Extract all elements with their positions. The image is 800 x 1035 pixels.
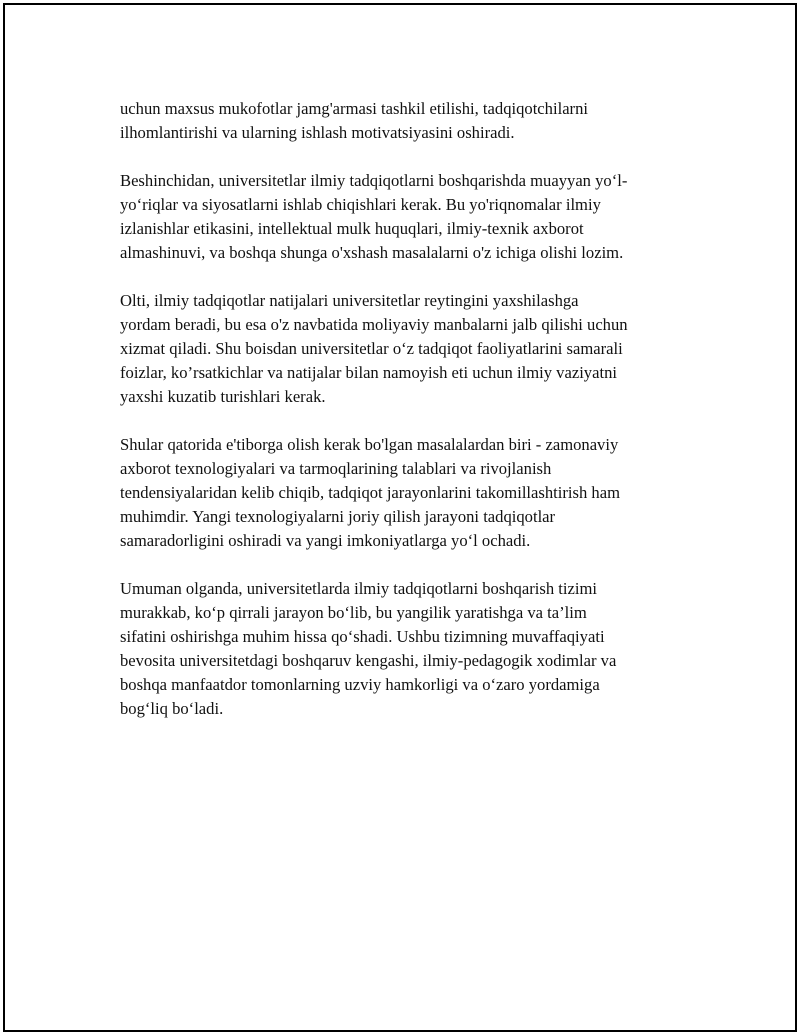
text-line: samaradorligini oshiradi va yangi imkoniyatlarga yo‘l ochadi. — [120, 531, 531, 550]
text-line: bevosita universitetdagi boshqaruv kengashi, ilmiy-pedagogik xodimlar va — [120, 651, 617, 670]
document-body — [120, 97, 686, 745]
text-line: Olti, ilmiy tadqiqotlar natijalari universitetlar reytingini yaxshilashga — [120, 291, 579, 310]
text-line: ilhomlantirishi va ularning ishlash motivatsiyasini oshiradi. — [120, 123, 515, 142]
paragraph-4 — [120, 433, 686, 553]
text-line: Umuman olganda, universitetlarda ilmiy tadqiqotlarni boshqarish tizimi — [120, 579, 597, 598]
text-line: almashinuvi, va boshqa shunga o'xshash masalalarni o'z ichiga olishi lozim. — [120, 243, 624, 262]
text-line: yo‘riqlar va siyosatlarni ishlab chiqishlari kerak. Bu yo'riqnomalar ilmiy — [120, 195, 601, 214]
text-line: bog‘liq bo‘ladi. — [120, 699, 224, 718]
paragraph-2 — [120, 169, 686, 265]
text-line: foizlar, ko’rsatkichlar va natijalar bilan namoyish eti uchun ilmiy vaziyatni — [120, 363, 617, 382]
text-line: xizmat qiladi. Shu boisdan universitetlar o‘z tadqiqot faoliyatlarini samarali — [120, 339, 623, 358]
text-line: sifatini oshirishga muhim hissa qo‘shadi. Ushbu tizimning muvaffaqiyati — [120, 627, 605, 646]
paragraph-1 — [120, 97, 686, 145]
paragraph-3 — [120, 289, 686, 409]
text-line: yaxshi kuzatib turishlari kerak. — [120, 387, 326, 406]
text-line: tendensiyalaridan kelib chiqib, tadqiqot jarayonlarini takomillashtirish ham — [120, 483, 620, 502]
text-line: boshqa manfaatdor tomonlarning uzviy hamkorligi va o‘zaro yordamiga — [120, 675, 600, 694]
text-line: murakkab, ko‘p qirrali jarayon bo‘lib, bu yangilik yaratishga va ta’lim — [120, 603, 587, 622]
text-line: Beshinchidan, universitetlar ilmiy tadqiqotlarni boshqarishda muayyan yo‘l- — [120, 171, 628, 190]
text-line: uchun maxsus mukofotlar jamg'armasi tashkil etilishi, tadqiqotchilarni — [120, 99, 588, 118]
text-line: izlanishlar etikasini, intellektual mulk huquqlari, ilmiy-texnik axborot — [120, 219, 584, 238]
text-line: axborot texnologiyalari va tarmoqlarining talablari va rivojlanish — [120, 459, 552, 478]
document-page — [3, 3, 797, 1032]
paragraph-5 — [120, 577, 686, 721]
text-line: muhimdir. Yangi texnologiyalarni joriy qilish jarayoni tadqiqotlar — [120, 507, 556, 526]
text-line: Shular qatorida e'tiborga olish kerak bo'lgan masalalardan biri - zamonaviy — [120, 435, 619, 454]
text-line: yordam beradi, bu esa o'z navbatida moliyaviy manbalarni jalb qilishi uchun — [120, 315, 628, 334]
